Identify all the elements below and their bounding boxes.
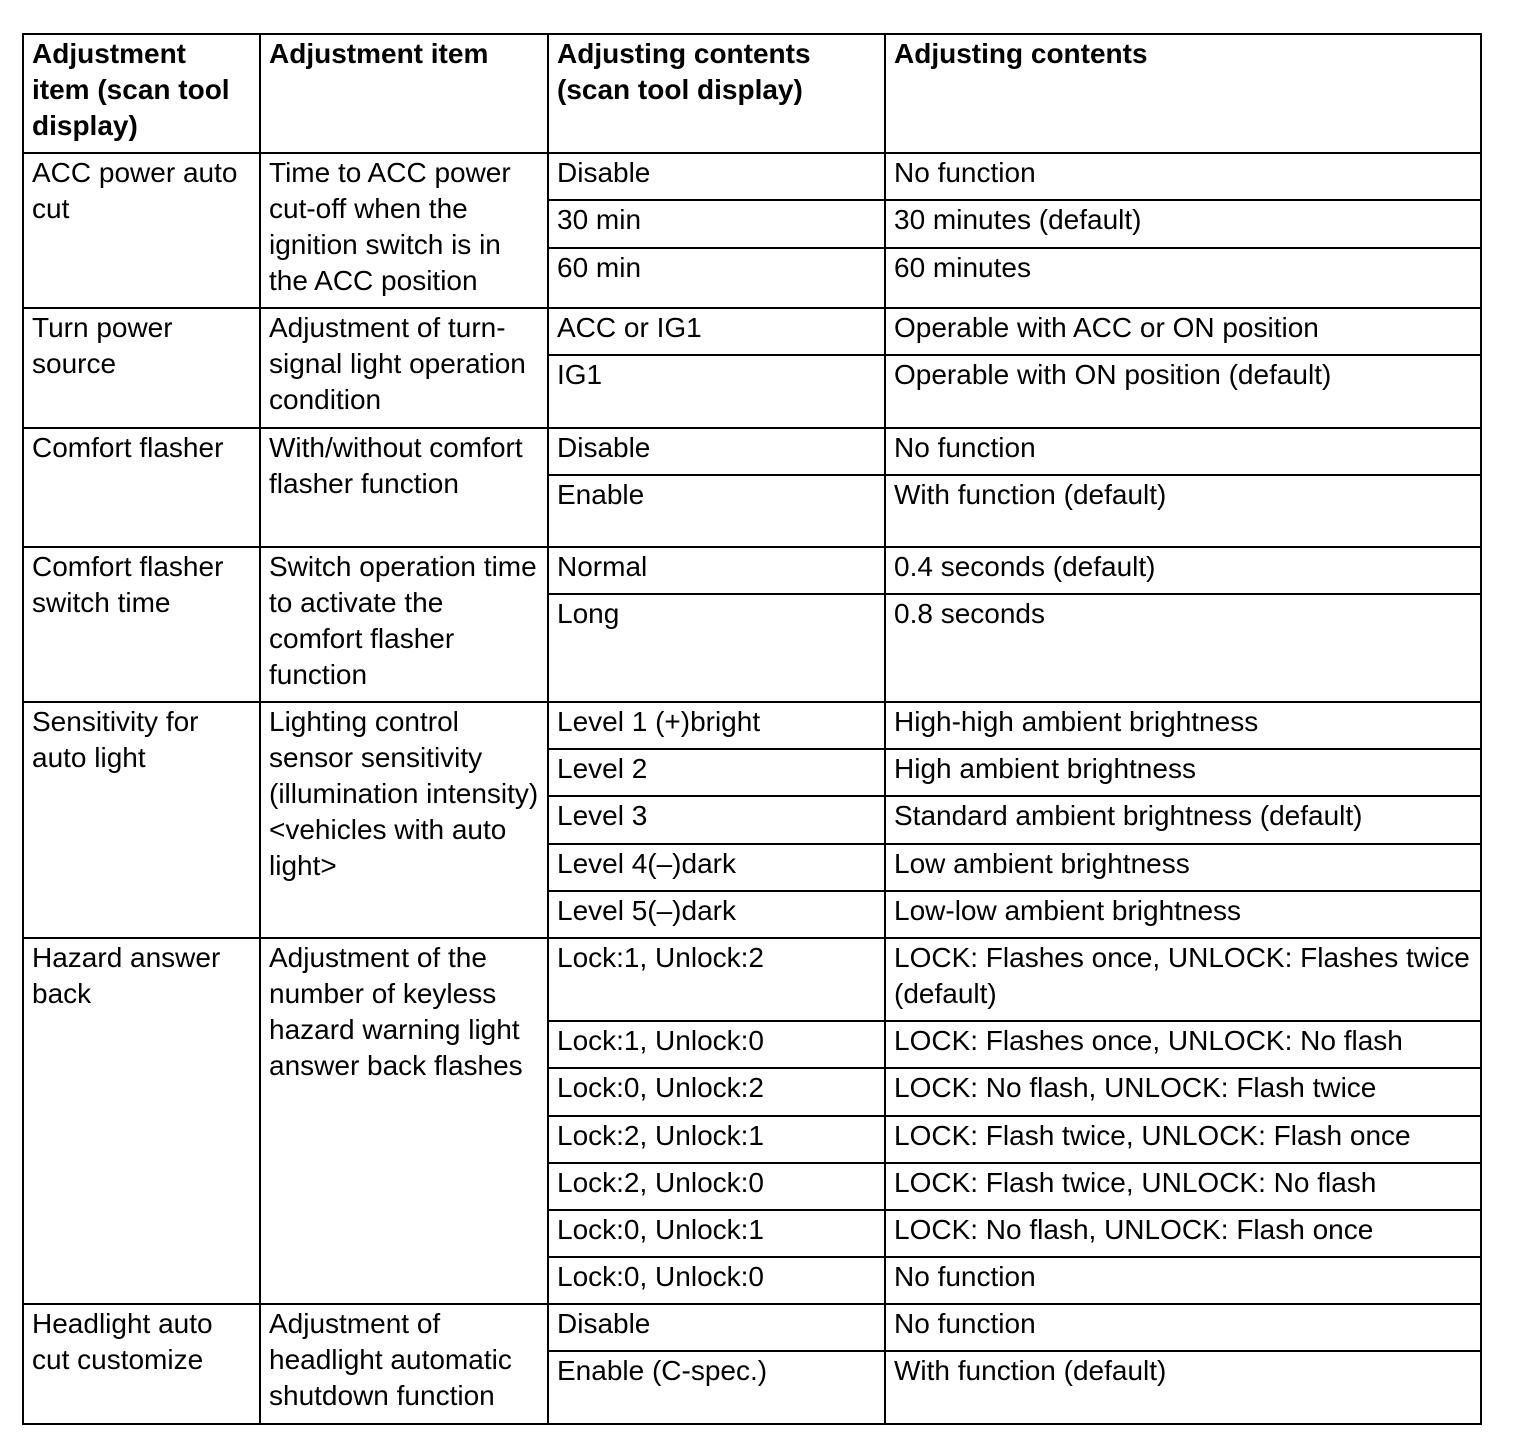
cell-contents-display: ACC or IG1: [548, 308, 885, 355]
header-item: Adjustment item: [260, 34, 548, 153]
cell-contents: Operable with ON position (default): [885, 355, 1481, 428]
cell-contents-display: 30 min: [548, 200, 885, 247]
cell-contents-display: Disable: [548, 1304, 885, 1351]
cell-contents: With function (default): [885, 1351, 1481, 1424]
cell-item-display: Comfort flasher switch time: [23, 547, 260, 702]
cell-contents: LOCK: Flash twice, UNLOCK: Flash once: [885, 1116, 1481, 1163]
table-row: [23, 428, 1481, 475]
table-body: [23, 153, 1481, 1424]
cell-contents-display: Normal: [548, 547, 885, 594]
cell-contents: High-high ambient brightness: [885, 702, 1481, 749]
cell-item: Adjustment of turn-signal light operation condition: [260, 308, 548, 428]
cell-contents: 0.4 seconds (default): [885, 547, 1481, 594]
table-row: [23, 547, 1481, 594]
cell-item-display: ACC power auto cut: [23, 153, 260, 308]
cell-contents: LOCK: No flash, UNLOCK: Flash once: [885, 1210, 1481, 1257]
cell-contents-display: Level 4(–)dark: [548, 844, 885, 891]
cell-contents-display: Level 3: [548, 796, 885, 844]
cell-contents: 60 minutes: [885, 248, 1481, 308]
cell-item: With/without comfort flasher function: [260, 428, 548, 547]
cell-item: Switch operation time to activate the comfort flasher function: [260, 547, 548, 702]
table-row: [23, 1304, 1481, 1351]
cell-item-display: Hazard answer back: [23, 938, 260, 1304]
cell-contents-display: Long: [548, 594, 885, 702]
cell-item: Adjustment of headlight automatic shutdown function: [260, 1304, 548, 1424]
cell-contents: High ambient brightness: [885, 749, 1481, 796]
cell-contents-display: Disable: [548, 153, 885, 200]
cell-item-display: Sensitivity for auto light: [23, 702, 260, 938]
table-row: [23, 702, 1481, 749]
cell-contents: 30 minutes (default): [885, 200, 1481, 247]
cell-contents: Low-low ambient brightness: [885, 891, 1481, 938]
cell-contents-display: Level 2: [548, 749, 885, 796]
cell-contents-display: Disable: [548, 428, 885, 475]
cell-item-display: Turn power source: [23, 308, 260, 428]
cell-contents-display: Lock:0, Unlock:0: [548, 1257, 885, 1304]
cell-contents-display: Level 5(–)dark: [548, 891, 885, 938]
cell-contents-display: Lock:2, Unlock:1: [548, 1116, 885, 1163]
header-contents-display: Adjusting contents (scan tool display): [548, 34, 885, 153]
cell-contents-display: Lock:0, Unlock:2: [548, 1068, 885, 1116]
cell-contents: LOCK: Flashes once, UNLOCK: No flash: [885, 1021, 1481, 1068]
cell-contents-display: 60 min: [548, 248, 885, 308]
cell-contents: LOCK: No flash, UNLOCK: Flash twice: [885, 1068, 1481, 1116]
cell-item: Time to ACC power cut-off when the ignition switch is in the ACC position: [260, 153, 548, 308]
cell-item: Lighting control sensor sensitivity (illumination intensity) <vehicles with auto light>: [260, 702, 548, 938]
cell-contents-display: IG1: [548, 355, 885, 428]
cell-contents: No function: [885, 153, 1481, 200]
cell-contents-display: Enable: [548, 475, 885, 547]
cell-contents: No function: [885, 1257, 1481, 1304]
cell-contents: Standard ambient brightness (default): [885, 796, 1481, 844]
cell-contents-display: Level 1 (+)bright: [548, 702, 885, 749]
cell-contents: LOCK: Flash twice, UNLOCK: No flash: [885, 1163, 1481, 1210]
cell-contents-display: Enable (C-spec.): [548, 1351, 885, 1424]
adjustment-table: [22, 33, 1482, 1425]
cell-contents-display: Lock:1, Unlock:2: [548, 938, 885, 1021]
cell-contents: With function (default): [885, 475, 1481, 547]
header-item-display: Adjustment item (scan tool display): [23, 34, 260, 153]
table-row: [23, 938, 1481, 1021]
cell-contents-display: Lock:0, Unlock:1: [548, 1210, 885, 1257]
table-row: [23, 308, 1481, 355]
cell-contents: 0.8 seconds: [885, 594, 1481, 702]
table-row: [23, 153, 1481, 200]
cell-item: Adjustment of the number of keyless hazard warning light answer back flashes: [260, 938, 548, 1304]
cell-contents: Low ambient brightness: [885, 844, 1481, 891]
header-contents: Adjusting contents: [885, 34, 1481, 153]
cell-item-display: Comfort flasher: [23, 428, 260, 547]
header-row: [23, 34, 1481, 153]
cell-contents: No function: [885, 1304, 1481, 1351]
cell-contents: No function: [885, 428, 1481, 475]
cell-contents: LOCK: Flashes once, UNLOCK: Flashes twice (default): [885, 938, 1481, 1021]
cell-item-display: Headlight auto cut customize: [23, 1304, 260, 1424]
cell-contents-display: Lock:1, Unlock:0: [548, 1021, 885, 1068]
cell-contents-display: Lock:2, Unlock:0: [548, 1163, 885, 1210]
cell-contents: Operable with ACC or ON position: [885, 308, 1481, 355]
